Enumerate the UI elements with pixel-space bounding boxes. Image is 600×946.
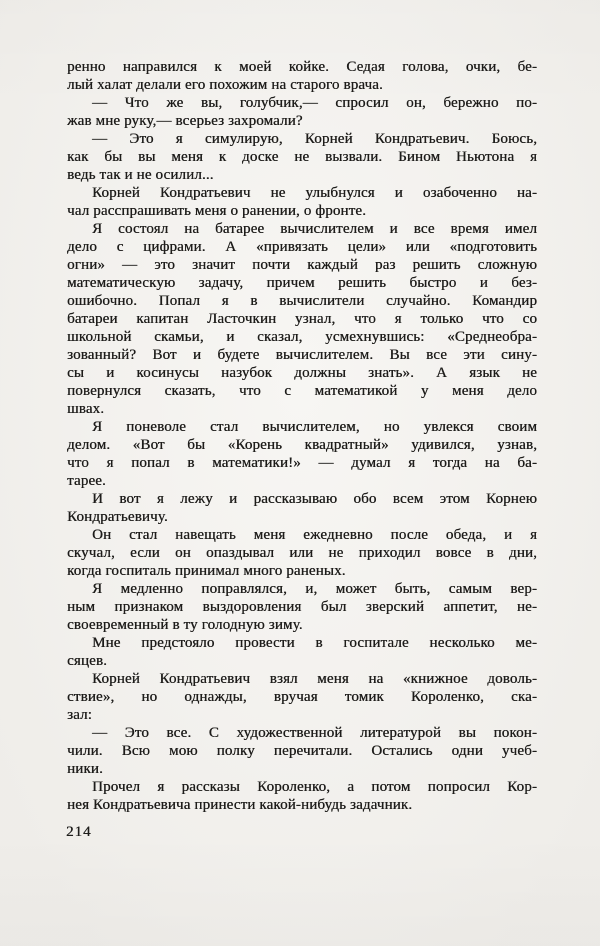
- text-line: делом. «Вот бы «Корень квадратный» удивился, узнав,: [67, 437, 537, 453]
- text-line: своевременный в ту голодную зиму.: [67, 617, 303, 633]
- text-line: математическую задачу, причем решить быстро и без-: [67, 275, 537, 291]
- text-line: когда госпиталь принимал много раненых.: [67, 563, 346, 579]
- text-line: Корней Кондратьевич не улыбнулся и озабоченно на-: [92, 185, 537, 201]
- text-line: батареи капитан Ласточкин узнал, что я только что со: [67, 311, 537, 327]
- text-line: чили. Всю мою полку перечитали. Остались одни учеб-: [67, 743, 537, 759]
- text-line: дело с цифрами. А «привязать цели» или «подготовить: [67, 239, 537, 255]
- text-line: скучал, если он опаздывал или не приходил вовсе в дни,: [67, 545, 537, 561]
- text-line: как бы вы меня к доске не вызвали. Бином Ньютона я: [67, 149, 537, 165]
- text-line: повернулся сказать, что с математикой у меня дело: [67, 383, 537, 399]
- text-line: ствие», но однажды, вручая томик Короленко, ска-: [67, 689, 537, 705]
- text-line: Корней Кондратьевич взял меня на «книжное доволь-: [92, 671, 537, 687]
- text-line: что я попал в математики!» — думал я тогда на ба-: [67, 455, 537, 471]
- text-line: ошибочно. Попал я в вычислители случайно. Командир: [67, 293, 537, 309]
- text-line: Я поневоле стал вычислителем, но увлекся своим: [92, 419, 537, 435]
- text-line: чал расспрашивать меня о ранении, о фронте.: [67, 203, 367, 219]
- text-block: [67, 58, 537, 814]
- text-line: жав мне руку,— всерьез захромали?: [67, 113, 303, 129]
- page-number: 214: [66, 824, 92, 840]
- text-line: — Это я симулирую, Корней Кондратьевич. Боюсь,: [92, 131, 537, 147]
- text-line: ным признаком выздоровления был зверский аппетит, не-: [67, 599, 537, 615]
- text-line: тарее.: [67, 473, 106, 489]
- text-line: — Это все. С художественной литературой вы покон-: [92, 725, 537, 741]
- text-line: ники.: [67, 761, 103, 777]
- text-line: сы и косинусы назубок должны знать». А язык не: [67, 365, 537, 381]
- text-line: нея Кондратьевича принести какой-нибудь задачник.: [67, 797, 413, 813]
- text-line: Кондратьевичу.: [67, 509, 168, 525]
- text-line: огни» — это значит почти каждый раз решить сложную: [67, 257, 537, 273]
- text-line: ренно направился к моей койке. Седая голова, очки, бе-: [67, 59, 537, 75]
- text-line: И вот я лежу и рассказываю обо всем этом Корнею: [92, 491, 537, 507]
- text-line: Я медленно поправлялся, и, может быть, самым вер-: [92, 581, 537, 597]
- text-line: Мне предстояло провести в госпитале несколько ме-: [92, 635, 537, 651]
- text-line: ведь так и не осилил...: [67, 167, 214, 183]
- text-line: зал:: [67, 707, 92, 723]
- text-line: Прочел я рассказы Короленко, а потом попросил Кор-: [92, 779, 537, 795]
- text-line: зованный? Вот и будете вычислителем. Вы все эти сину-: [67, 347, 537, 363]
- text-line: Он стал навещать меня ежедневно после обеда, и я: [92, 527, 537, 543]
- text-line: сяцев.: [67, 653, 107, 669]
- text-line: Я состоял на батарее вычислителем и все время имел: [92, 221, 537, 237]
- text-line: лый халат делали его похожим на старого врача.: [67, 77, 383, 93]
- text-line: швах.: [67, 401, 105, 417]
- text-line: школьной скамьи, и сказал, усмехнувшись: «Среднеобра-: [67, 329, 537, 345]
- text-line: — Что же вы, голубчик,— спросил он, бережно по-: [92, 95, 537, 111]
